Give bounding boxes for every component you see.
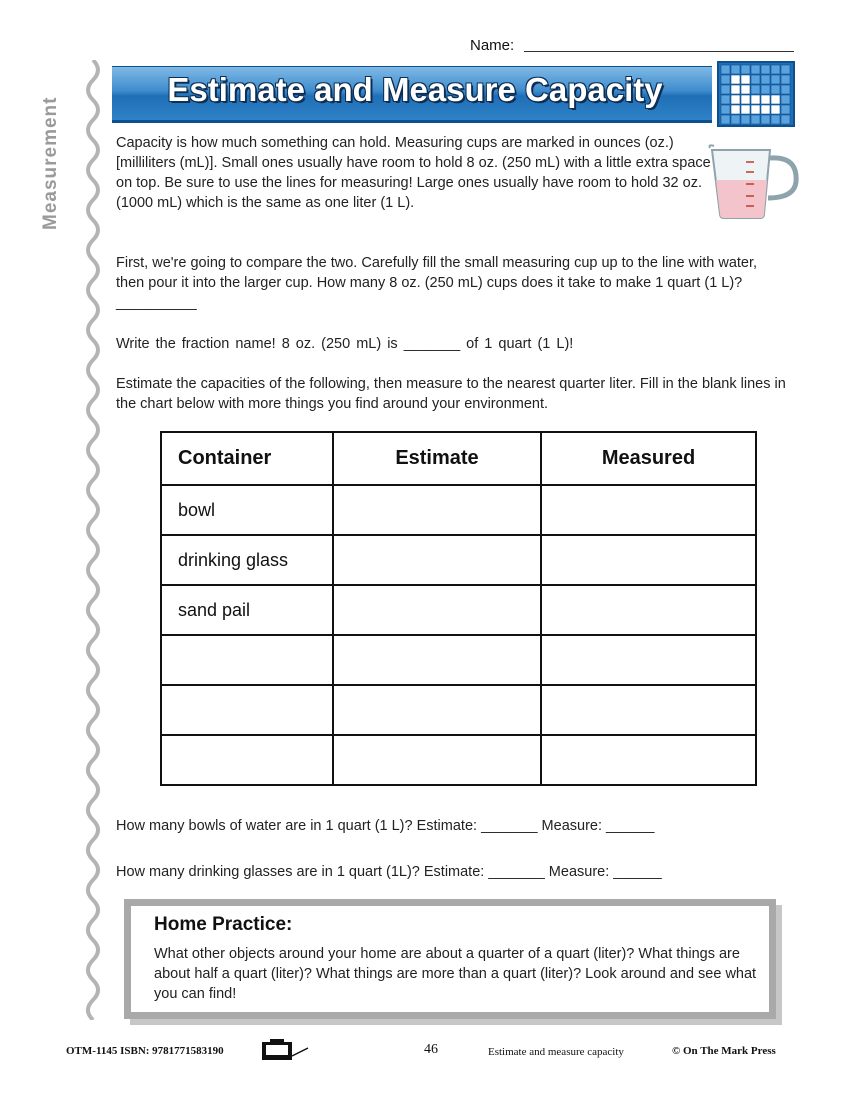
grid-cell [731,105,740,114]
footer-isbn: OTM-1145 ISBN: 9781771583190 [66,1045,224,1057]
measured-cell[interactable] [541,485,756,535]
header-estimate: Estimate [333,432,541,485]
grid-cell [771,75,780,84]
grid-cell [781,105,790,114]
grid-cell [761,75,770,84]
grid-cell [781,95,790,104]
grid-cell [741,105,750,114]
grid-cell [731,65,740,74]
grid-cell [731,95,740,104]
estimate-cell[interactable] [333,585,541,635]
container-cell: drinking glass [161,535,333,585]
measuring-cup-image [706,140,806,222]
table-row [161,685,756,735]
home-practice-title: Home Practice: [154,914,293,935]
grid-cell [721,85,730,94]
header-container: Container [161,432,333,485]
header-measured: Measured [541,432,756,485]
grid-cell [721,95,730,104]
grid-cell [741,85,750,94]
grid-cell [761,105,770,114]
name-label: Name: [470,37,515,54]
grid-cell [741,75,750,84]
measured-cell[interactable] [541,735,756,785]
bowls-question: How many bowls of water are in 1 quart (1 L)? Estimate: _______ Measure: ______ [116,818,655,834]
container-cell: sand pail [161,585,333,635]
estimate-cell[interactable] [333,635,541,685]
grid-cell [751,85,760,94]
estimate-cell[interactable] [333,485,541,535]
grid-cell [761,85,770,94]
table-header-row [161,432,756,485]
grid-cell [741,95,750,104]
measured-cell[interactable] [541,635,756,685]
table-row [161,585,756,635]
grid-cell [731,75,740,84]
grid-cell [781,65,790,74]
container-cell[interactable] [161,635,333,685]
container-cell[interactable] [161,735,333,785]
grid-cell [731,85,740,94]
capacity-table [160,431,757,786]
grid-cell [751,95,760,104]
name-line[interactable] [524,51,794,52]
estimate-instructions: Estimate the capacities of the following, then measure to the nearest quarter liter. Fill in the blank lines in the chart below with more things you find around your environment. [116,376,786,412]
estimate-cell[interactable] [333,735,541,785]
grid-cell [751,105,760,114]
compare-paragraph: First, we're going to compare the two. Carefully fill the small measuring cup up to the line with water, then pour it into the larger cup. How many 8 oz. (250 mL) cups does it take to make 1 quart (1 L)? __________ [116,255,758,311]
grid-cell [781,85,790,94]
table-row [161,535,756,585]
side-wave-decoration [78,60,108,1020]
grid-cell [731,115,740,124]
measured-cell[interactable] [541,535,756,585]
grid-cell [771,115,780,124]
grid-cell [721,65,730,74]
footer-publisher: © On The Mark Press [672,1045,776,1057]
measured-cell[interactable] [541,585,756,635]
grid-cell [771,105,780,114]
page-number: 46 [424,1042,438,1057]
table-row [161,635,756,685]
grid-cell [771,95,780,104]
grid-cell [761,115,770,124]
computer-icon [260,1038,310,1062]
grid-cell [781,75,790,84]
grid-cell [721,115,730,124]
fraction-prompt: Write the fraction name! 8 oz. (250 mL) is _______ of 1 quart (1 L)! [116,336,574,352]
grid-icon [716,60,796,128]
grid-cell [751,115,760,124]
container-cell: bowl [161,485,333,535]
estimate-cell[interactable] [333,535,541,585]
estimate-cell[interactable] [333,685,541,735]
grid-cell [721,75,730,84]
grid-cell [751,75,760,84]
grid-cell [741,65,750,74]
page-title: Estimate and Measure Capacity [167,71,663,108]
grid-cell [741,115,750,124]
glasses-question: How many drinking glasses are in 1 quart (1L)? Estimate: _______ Measure: ______ [116,864,662,880]
grid-cell [761,95,770,104]
grid-cell [781,115,790,124]
table-row [161,735,756,785]
grid-cell [761,65,770,74]
home-practice-text: What other objects around your home are about a quarter of a quart (liter)? What things are about half a quart (liter)? What things are more than a quart (liter)? Look around and see what you can find! [154,946,757,1002]
footer-topic: Estimate and measure capacity [488,1046,624,1058]
measured-cell[interactable] [541,685,756,735]
container-cell[interactable] [161,685,333,735]
grid-cell [771,65,780,74]
grid-cell [721,105,730,114]
grid-cell [751,65,760,74]
table-row [161,485,756,535]
intro-paragraph: Capacity is how much something can hold. Measuring cups are marked in ounces (oz.) [milliliters (mL)]. Small ones usually have room to hold 8 oz. (250 mL) with a little extra space on top. Be sure to use the lines for measuring! Large ones usually have room to hold 32 oz. (1000 mL) which is the same as one liter (1 L). [116,135,711,211]
side-section-label: Measurement [40,96,61,230]
grid-cell [771,85,780,94]
